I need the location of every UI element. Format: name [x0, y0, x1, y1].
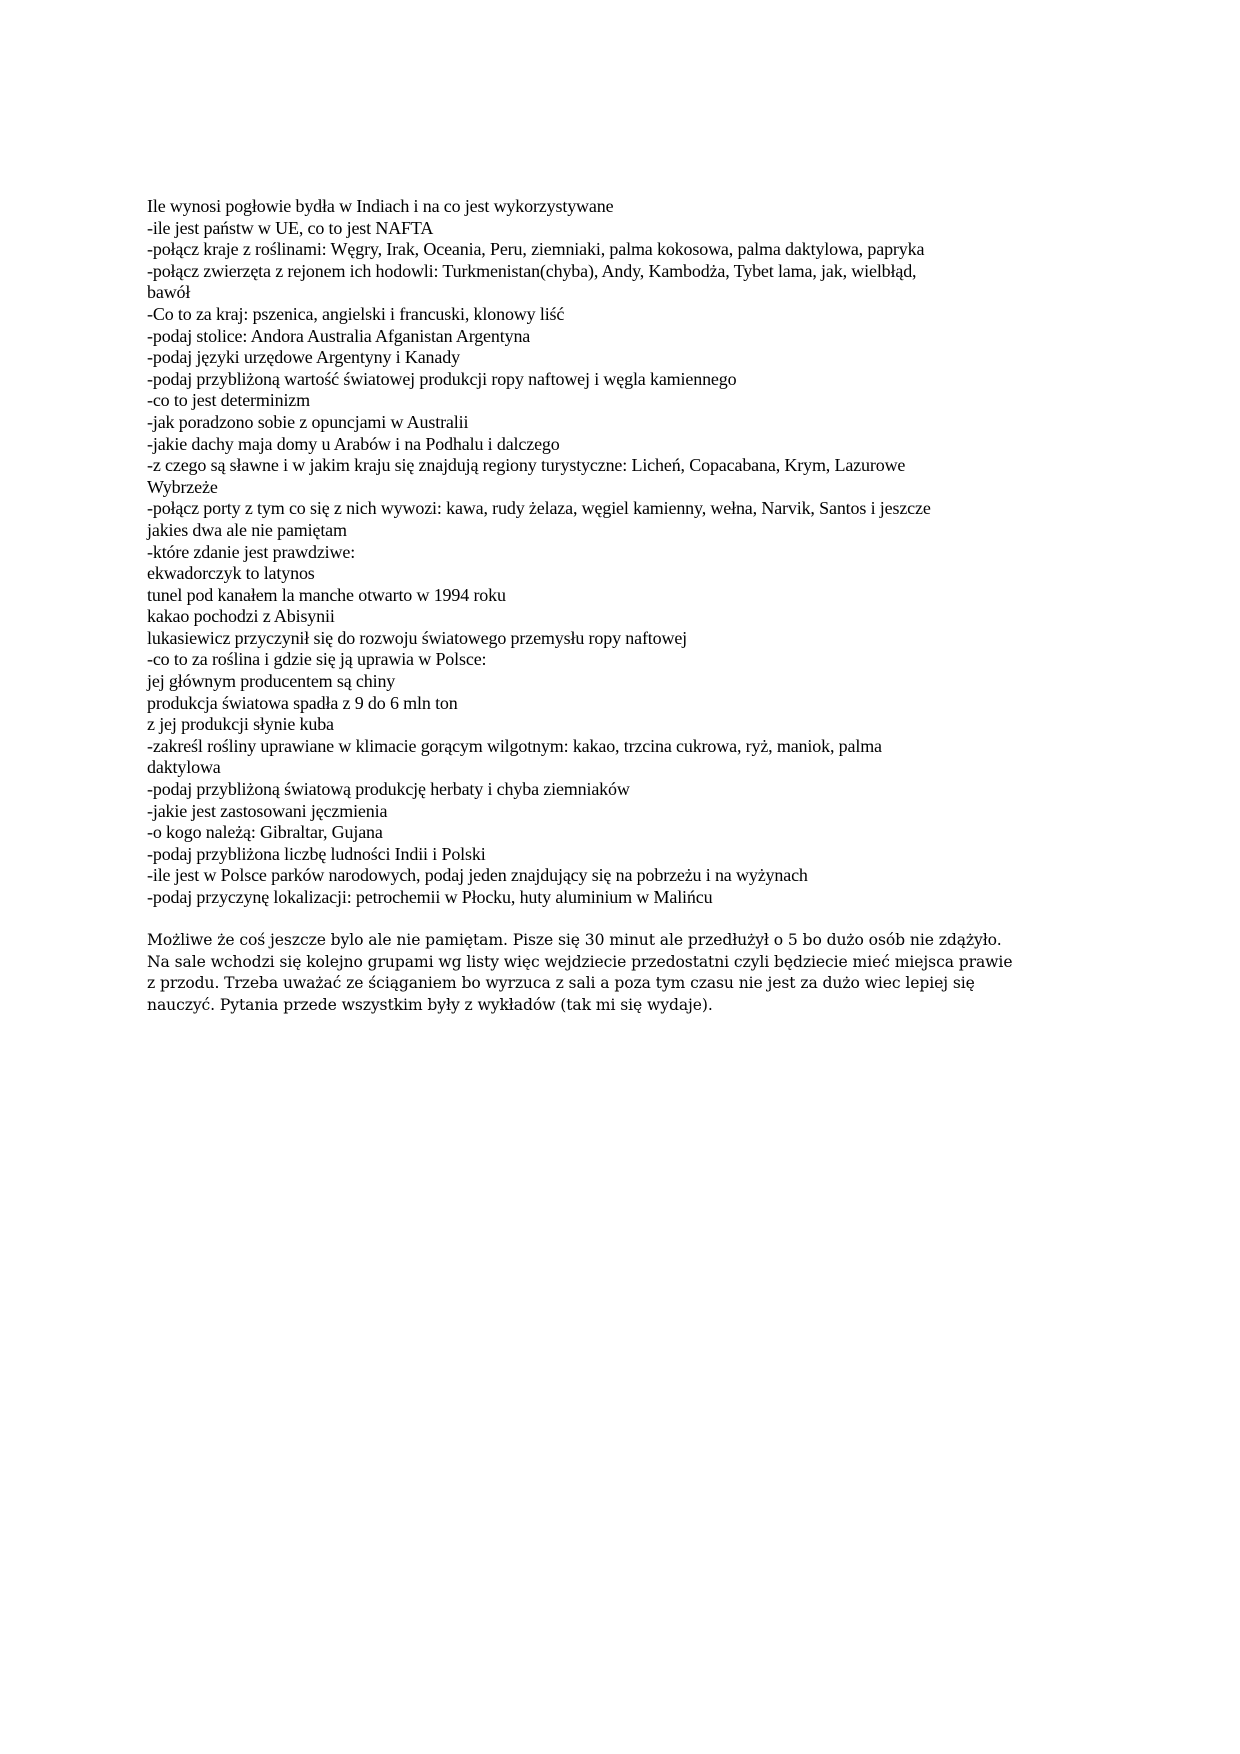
- text-line: -które zdanie jest prawdziwe:: [147, 541, 356, 562]
- text-line: -ile jest państw w UE, co to jest NAFTA: [147, 217, 434, 238]
- question-list: [147, 196, 1087, 909]
- text-line: -połącz kraje z roślinami: Węgry, Irak, Oceania, Peru, ziemniaki, palma kokosowa, palma daktylowa, papryka: [147, 239, 925, 260]
- text-line: -jakie jest zastosowani jęczmienia: [147, 800, 388, 821]
- text-line: -podaj przyczynę lokalizacji: petrochemii w Płocku, huty aluminium w Malińcu: [147, 887, 713, 907]
- text-line: jej głównym producentem są chiny: [147, 671, 396, 692]
- text-line: -zakreśl rośliny uprawiane w klimacie gorącym wilgotnym: kakao, trzcina cukrowa, ryż, maniok, palma: [147, 735, 882, 756]
- text-line: -z czego są sławne i w jakim kraju się znajdują regiony turystyczne: Licheń, Copacabana, Krym, Lazurowe: [147, 455, 906, 476]
- text-line: -podaj stolice: Andora Australia Afganistan Argentyna: [147, 325, 531, 346]
- text-line: -podaj przybliżona liczbę ludności Indii i Polski: [147, 843, 486, 864]
- text-line: ekwadorczyk to latynos: [147, 563, 315, 584]
- closing-paragraph: [147, 930, 1087, 1016]
- text-line: -podaj przybliżoną światową produkcję herbaty i chyba ziemniaków: [147, 779, 630, 800]
- text-line: nauczyć. Pytania przede wszystkim były z wykładów (tak mi się wydaje).: [147, 995, 713, 1014]
- text-line: lukasiewicz przyczynił się do rozwoju światowego przemysłu ropy naftowej: [147, 627, 688, 648]
- text-line: kakao pochodzi z Abisynii: [147, 606, 335, 627]
- text-line: -podaj języki urzędowe Argentyny i Kanady: [147, 347, 460, 368]
- text-line: Ile wynosi pogłowie bydła w Indiach i na co jest wykorzystywane: [147, 196, 614, 216]
- text-line: produkcja światowa spadła z 9 do 6 mln ton: [147, 692, 458, 713]
- text-line: -o kogo należą: Gibraltar, Gujana: [147, 822, 383, 843]
- text-line: -połącz porty z tym co się z nich wywozi: kawa, rudy żelaza, węgiel kamienny, wełna, Narvik, Santos i jeszcze: [147, 498, 931, 519]
- text-line: -Co to za kraj: pszenica, angielski i francuski, klonowy liść: [147, 303, 565, 324]
- text-line: Wybrzeże: [147, 476, 218, 497]
- text-line: Możliwe że coś jeszcze bylo ale nie pamiętam. Pisze się 30 minut ale przedłużył o 5 bo dużo osób nie zdążyło.: [147, 931, 1002, 950]
- text-line: daktylowa: [147, 757, 221, 778]
- text-line: -ile jest w Polsce parków narodowych, podaj jeden znajdujący się na pobrzeżu i na wyżynach: [147, 865, 808, 886]
- document-body: [147, 196, 1087, 1017]
- text-line: z jej produkcji słynie kuba: [147, 714, 334, 735]
- text-line: Na sale wchodzi się kolejno grupami wg listy więc wejdziecie przedostatni czyli będziecie mieć miejsca prawie: [147, 952, 1013, 971]
- text-line: -co to za roślina i gdzie się ją uprawia w Polsce:: [147, 649, 487, 670]
- text-line: -co to jest determinizm: [147, 390, 310, 411]
- text-line: -jakie dachy maja domy u Arabów i na Podhalu i dalczego: [147, 433, 560, 454]
- text-line: -podaj przybliżoną wartość światowej produkcji ropy naftowej i węgla kamiennego: [147, 368, 737, 389]
- text-line: -połącz zwierzęta z rejonem ich hodowli: Turkmenistan(chyba), Andy, Kambodża, Tybet lama, jak, wielbłąd,: [147, 260, 917, 281]
- text-line: bawół: [147, 282, 191, 303]
- text-line: -jak poradzono sobie z opuncjami w Australii: [147, 411, 469, 432]
- text-line: jakies dwa ale nie pamiętam: [147, 519, 347, 540]
- text-line: z przodu. Trzeba uważać ze ściąganiem bo wyrzuca z sali a poza tym czasu nie jest za dużo wiec lepiej się: [147, 974, 975, 993]
- text-line: tunel pod kanałem la manche otwarto w 1994 roku: [147, 584, 506, 605]
